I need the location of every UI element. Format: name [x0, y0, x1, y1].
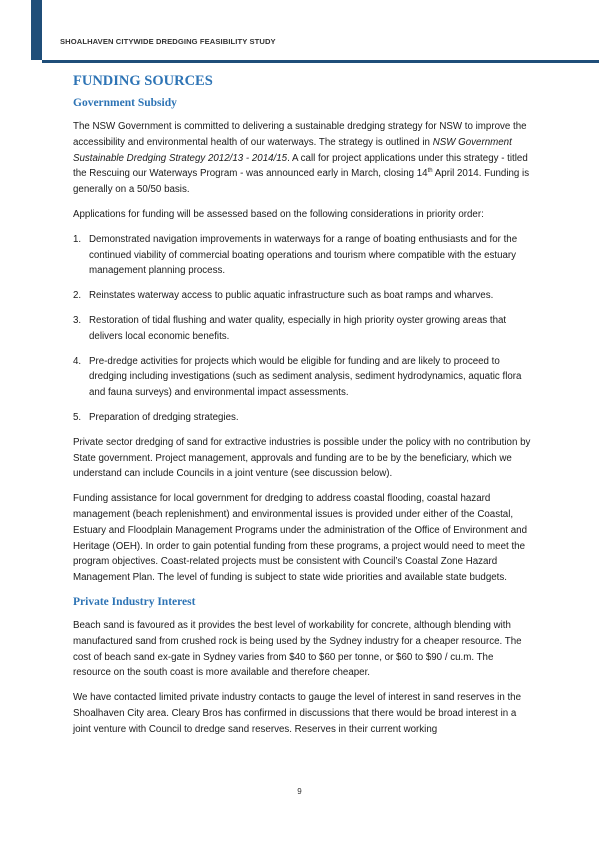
paragraph-applications: Applications for funding will be assessed based on the following considerations in priority order: [73, 208, 484, 220]
list-number: 4. [73, 355, 82, 367]
paragraph-industry-contacts: We have contacted limited private industry contacts to gauge the level of interest in sand reserves in the Shoalhaven City area. Cleary Bros has confirmed in discussions that there would be broad interest in a joint venture with Council to dredge sand reserves. Reserves in their current working [73, 692, 522, 735]
paragraph-strategy [73, 119, 533, 198]
subheading-private-industry: Private Industry Interest [73, 595, 196, 608]
list-item [73, 354, 533, 401]
ordinal-suffix: th [427, 168, 433, 175]
list-number: 1. [73, 233, 82, 245]
list-item [73, 288, 533, 304]
page-number: 9 [297, 787, 302, 796]
list-number: 3. [73, 314, 82, 326]
paragraph-text: April 2014. Funding is generally on a 50/50 basis. [73, 168, 530, 196]
section-title: FUNDING SOURCES [73, 73, 213, 89]
list-text: Reinstates waterway access to public aquatic infrastructure such as boat ramps and wharves. [89, 290, 494, 302]
paragraph-beach-sand: Beach sand is favoured as it provides the best level of workability for concrete, although blending with manufactured sand from crushed rock is being used by the Sydney industry for a cheaper resource. The cost of beach sand ex-gate in Sydney varies from $40 to $60 per tonne, or $60 to $90 / cu.m. The resource on the south coast is more available and therefore cheaper. [73, 619, 522, 679]
list-text: Restoration of tidal flushing and water quality, especially in high priority oyster growing areas that delivers local economic benefits. [89, 314, 507, 342]
subheading-government-subsidy: Government Subsidy [73, 97, 177, 109]
paragraph-funding-assistance: Funding assistance for local government for dredging to address coastal flooding, coastal hazard management (beach replenishment) and environmental issues is provided under either of the Coastal, Estuary and Floodplain Management Programs under the administration of the Office of Environment and Heritage (OEH). In order to gain potential funding from these programs, a project would need to meet the program objectives. Coast-related projects must be consistent with Council’s Coastal Zone Hazard Management Plan. The level of funding is subject to state wide priorities and available state budgets. [73, 493, 527, 584]
paragraph-text: . A call for project applications under this strategy - titled the Rescuing our Waterways Program - was announced early in March, closing 14 [73, 152, 528, 180]
strategy-title: NSW Government Sustainable Dredging Strategy 2012/13 - 2014/15 [73, 136, 512, 164]
paragraph-text: The NSW Government is committed to delivering a sustainable dredging strategy for NSW to improve the accessibility and environmental health of our waterways. The strategy is outlined in [73, 121, 527, 148]
list-item [73, 313, 533, 345]
paragraph-private-sector: Private sector dredging of sand for extractive industries is possible under the policy with no contribution by State government. Project management, approvals and funding are to be by the beneficiary, which we understand can include Councils in a joint venture (see discussion below). [73, 436, 531, 480]
list-text: Preparation of dredging strategies. [89, 411, 239, 423]
list-text: Pre-dredge activities for projects which would be eligible for funding and are likely to proceed to dredging including investigations (such as sediment analysis, sediment hydrodynamics, aquatic flora and fauna surveys) and environmental impact assessments. [89, 355, 522, 399]
list-text: Demonstrated navigation improvements in waterways for a range of boating enthusiasts and for the continued viability of commercial boating operations and tourism where compatible with the estuary management planning process. [89, 233, 518, 277]
page-header [42, 0, 599, 63]
page-content [73, 70, 533, 747]
list-number: 2. [73, 290, 82, 302]
running-title: SHOALHAVEN CITYWIDE DREDGING FEASIBILITY STUDY [60, 37, 276, 46]
list-item [73, 232, 533, 279]
header-accent-bar [31, 0, 42, 60]
list-item [73, 410, 533, 426]
priority-list [73, 232, 533, 426]
list-number: 5. [73, 411, 82, 423]
